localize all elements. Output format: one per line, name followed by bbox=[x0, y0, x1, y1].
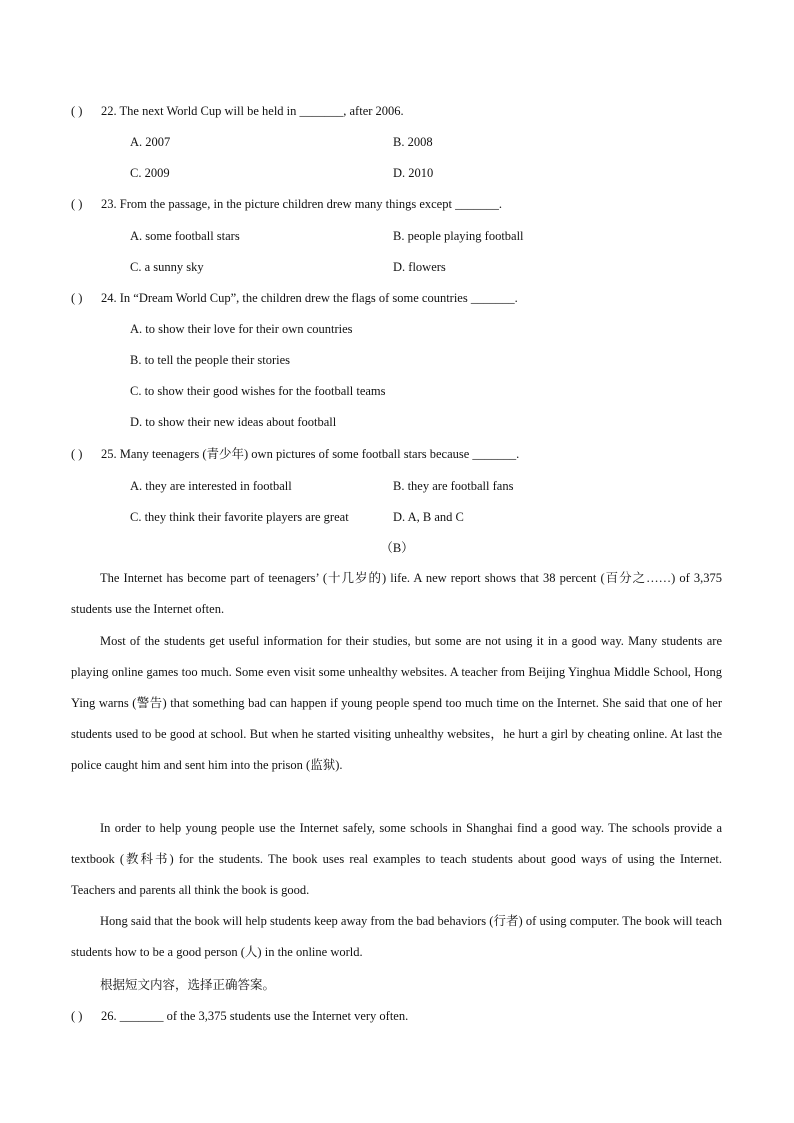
option-a: A. some football stars bbox=[130, 229, 240, 243]
question-text: 25. Many teenagers (青少年) own pictures of some football stars because _______. bbox=[101, 447, 520, 461]
paragraph-text: Hong said that the book will help students keep away from the bad behaviors (行者) of using computer. The book will teach students how to be a good person (人) in the online world. bbox=[71, 914, 722, 959]
question-25 bbox=[71, 446, 519, 462]
question-text: 22. The next World Cup will be held in _______, after 2006. bbox=[101, 104, 404, 118]
option-c: C. 2009 bbox=[130, 166, 170, 180]
answer-blank[interactable]: ( ) bbox=[71, 447, 83, 461]
answer-blank[interactable]: ( ) bbox=[71, 1009, 83, 1023]
passage-paragraph-1 bbox=[71, 563, 722, 625]
option-d: D. to show their new ideas about football bbox=[130, 415, 337, 429]
option-d: D. 2010 bbox=[393, 166, 434, 180]
passage-paragraph-3 bbox=[71, 813, 722, 906]
option-a: A. 2007 bbox=[130, 135, 171, 149]
option-a: A. they are interested in football bbox=[130, 479, 292, 493]
passage-paragraph-2 bbox=[71, 626, 722, 781]
answer-blank[interactable]: ( ) bbox=[71, 291, 83, 305]
question-23 bbox=[71, 196, 502, 212]
section-title: （B） bbox=[380, 541, 414, 555]
option-d: D. flowers bbox=[393, 260, 446, 274]
question-text: 26. _______ of the 3,375 students use the Internet very often. bbox=[101, 1009, 409, 1023]
question-26 bbox=[71, 1008, 408, 1024]
option-b: B. they are football fans bbox=[393, 479, 514, 493]
paragraph-text: In order to help young people use the Internet safely, some schools in Shanghai find a good way. The schools provide a textbook (教科书) for the students. The book uses real examples to teach students about good ways of using the Internet. Teachers and parents all think the book is good. bbox=[71, 821, 722, 897]
instruction: 根据短文内容，选择正确答案。 bbox=[100, 978, 276, 992]
option-b: B. to tell the people their stories bbox=[130, 353, 291, 367]
paragraph-text: The Internet has become part of teenagers’ (十几岁的) life. A new report shows that 38 percent (百分之……) of 3,375 students use the Internet often. bbox=[71, 571, 722, 616]
passage-paragraph-4 bbox=[71, 906, 722, 968]
question-text: 24. In “Dream World Cup”, the children drew the flags of some countries _______. bbox=[101, 291, 518, 305]
answer-blank[interactable]: ( ) bbox=[71, 197, 83, 211]
option-c: C. they think their favorite players are great bbox=[130, 510, 349, 524]
question-22 bbox=[71, 103, 404, 119]
answer-blank[interactable]: ( ) bbox=[71, 104, 83, 118]
option-c: C. a sunny sky bbox=[130, 260, 204, 274]
question-24 bbox=[71, 290, 518, 306]
option-c: C. to show their good wishes for the football teams bbox=[130, 384, 386, 398]
paragraph-text: Most of the students get useful information for their studies, but some are not using it in a good way. Many students are playing online games too much. Some even visit some unhealthy websites. A teacher from Beijing Yinghua Middle School, Hong Ying warns (警告) that something bad can happen if young people spend too much time on the Internet. She said that one of her students used to be good at school. But when he started visiting unhealthy websites，he hurt a girl by cheating online. At last the police caught him and sent him into the prison (监狱). bbox=[71, 634, 722, 772]
option-a: A. to show their love for their own countries bbox=[130, 322, 353, 336]
option-b: B. 2008 bbox=[393, 135, 433, 149]
option-d: D. A, B and C bbox=[393, 510, 464, 524]
question-text: 23. From the passage, in the picture children drew many things except _______. bbox=[101, 197, 502, 211]
option-b: B. people playing football bbox=[393, 229, 524, 243]
